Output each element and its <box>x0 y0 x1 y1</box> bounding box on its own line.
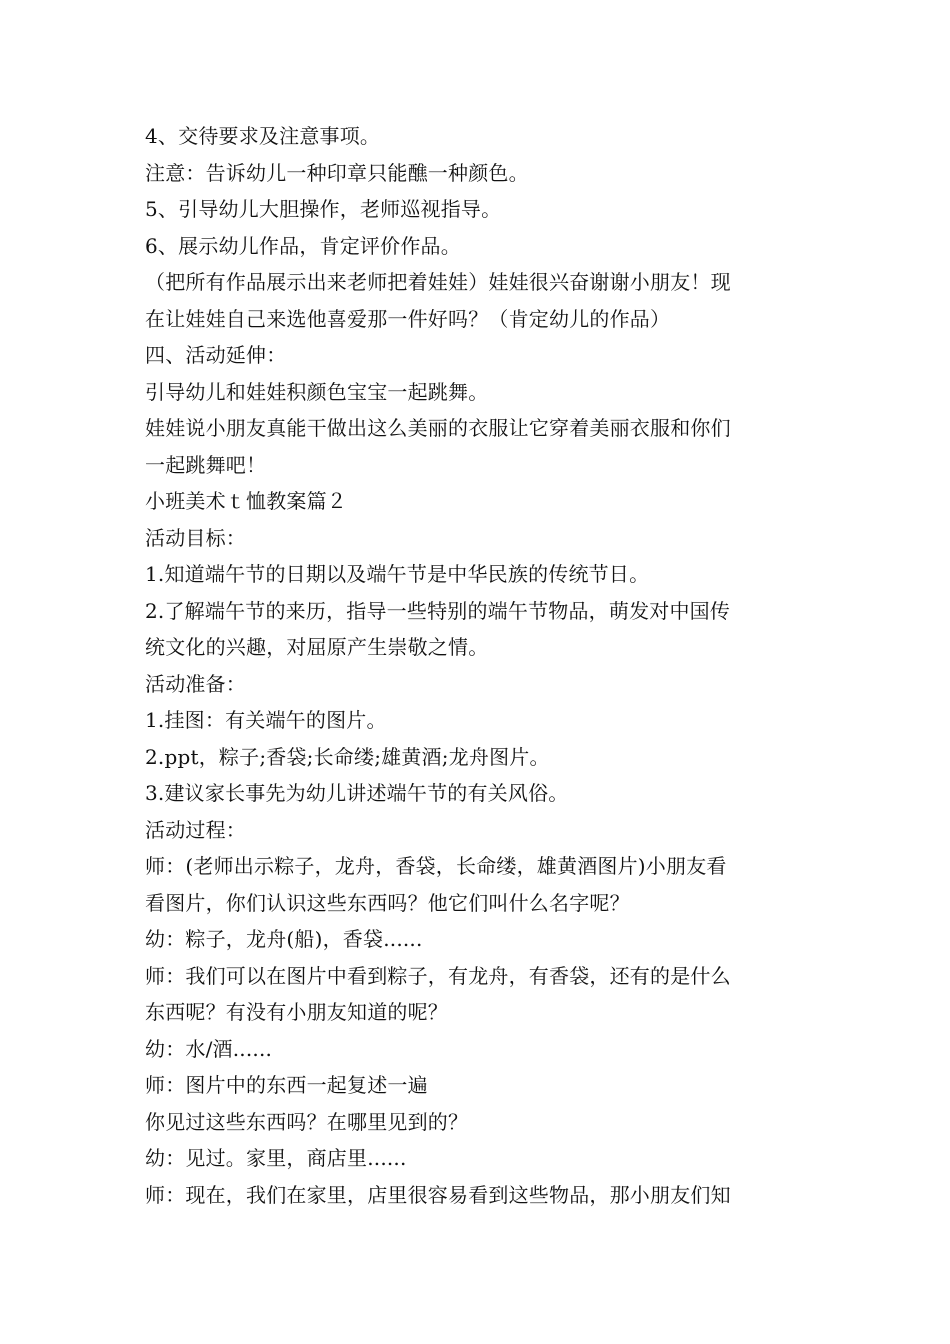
text-line: 娃娃说小朋友真能干做出这么美丽的衣服让它穿着美丽衣服和你们 <box>145 416 731 440</box>
article-title: 小班美术ｔ恤教案篇２ <box>145 489 347 513</box>
text-line: 你见过这些东西吗？在哪里见到的？ <box>145 1109 469 1134</box>
text-line: 统文化的兴趣，对屈原产生崇敬之情。 <box>145 635 489 659</box>
text-line: 看图片，你们认识这些东西吗？他它们叫什么名字呢？ <box>145 890 630 915</box>
text-line: 在让娃娃自己来选他喜爱那一件好吗？（肯定幼儿的作品） <box>145 306 671 331</box>
text-line: 幼：见过。家里，商店里...... <box>145 1146 407 1170</box>
text-line: 师：图片中的东西一起复述一遍 <box>145 1073 428 1097</box>
text-line: 幼：水/酒...... <box>145 1036 273 1061</box>
text-line: 5、引导幼儿大胆操作，老师巡视指导。 <box>145 197 502 221</box>
section-heading: 活动准备： <box>145 671 246 696</box>
text-line: 一起跳舞吧！ <box>145 452 267 477</box>
document-body <box>145 118 810 1213</box>
text-line: 2.ppt，粽子;香袋;长命缕;雄黄酒;龙舟图片。 <box>145 744 550 769</box>
text-line: 1.挂图：有关端午的图片。 <box>145 708 387 732</box>
text-line: （把所有作品展示出来老师把着娃娃）娃娃很兴奋谢谢小朋友！现 <box>145 270 731 294</box>
text-line: 幼：粽子，龙舟(船)，香袋...... <box>145 927 423 951</box>
text-line: 师：(老师出示粽子，龙舟，香袋，长命缕，雄黄酒图片)小朋友看 <box>145 854 727 878</box>
text-line: 4、交待要求及注意事项。 <box>145 124 381 148</box>
text-line: 东西呢？有没有小朋友知道的呢？ <box>145 1000 448 1024</box>
text-line: 注意：告诉幼儿一种印章只能醮一种颜色。 <box>145 160 529 185</box>
text-line: 2.了解端午节的来历，指导一些特别的端午节物品，萌发对中国传 <box>145 598 731 623</box>
text-line: 3.建议家长事先为幼儿讲述端午节的有关风俗。 <box>145 781 569 805</box>
text-line: 1.知道端午节的日期以及端午节是中华民族的传统节日。 <box>145 562 650 586</box>
section-heading: 活动目标： <box>145 525 246 550</box>
section-heading: 活动过程： <box>145 817 246 842</box>
text-line: 师：现在，我们在家里，店里很容易看到这些物品，那小朋友们知 <box>145 1182 731 1207</box>
text-line: 引导幼儿和娃娃积颜色宝宝一起跳舞。 <box>145 379 489 404</box>
text-line: 师：我们可以在图片中看到粽子，有龙舟，有香袋，还有的是什么 <box>145 963 731 988</box>
section-heading: 四、活动延伸： <box>145 343 287 367</box>
text-line: 6、展示幼儿作品，肯定评价作品。 <box>145 233 461 258</box>
